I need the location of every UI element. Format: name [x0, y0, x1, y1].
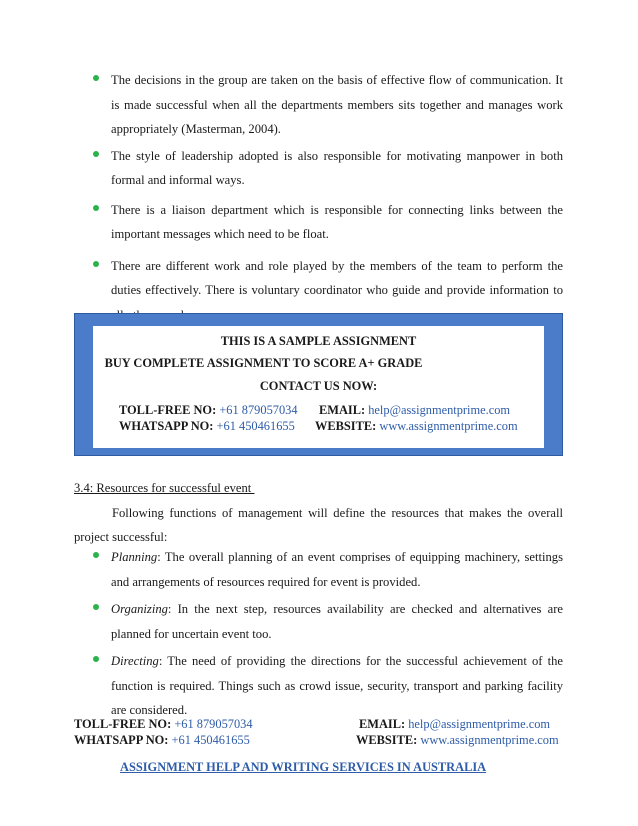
sample-contact-row-2 [119, 419, 295, 434]
bullet-text: There is a liaison department which is responsible for connecting links between the important messages which need to be float. [111, 202, 563, 241]
footer-email-label: EMAIL: [359, 717, 406, 731]
bullet-list-resources [0, 545, 638, 723]
sample-assignment-box [74, 313, 563, 456]
footer-tollfree-link[interactable]: +61 879057034 [174, 717, 253, 731]
website-label: WEBSITE: [315, 419, 377, 433]
list-item [0, 597, 638, 646]
bullet-icon [93, 75, 99, 81]
email-label: EMAIL: [319, 403, 366, 417]
list-item [0, 68, 638, 142]
bullet-text [111, 545, 563, 594]
footer-email-link[interactable]: help@assignmentprime.com [408, 717, 551, 731]
bullet-list-top [0, 68, 638, 327]
term-planning: Planning [111, 550, 158, 564]
tollfree-number-link[interactable]: +61 879057034 [219, 403, 298, 417]
term-directing-text: : The need of providing the directions for the successful achievement of the function is required. Things such as crowd issue, security, transport and parking facility are considered. [111, 654, 563, 717]
footer-whatsapp [74, 733, 250, 748]
footer-tollfree [74, 717, 253, 732]
sample-website-row [315, 419, 518, 434]
term-directing: Directing [111, 654, 159, 668]
bullet-icon [93, 261, 99, 267]
whatsapp-number-link[interactable]: +61 450461655 [216, 419, 295, 433]
sample-subtitle: BUY COMPLETE ASSIGNMENT TO SCORE A+ GRADE [104, 356, 423, 370]
bullet-icon [93, 604, 99, 610]
bullet-text: The decisions in the group are taken on the basis of effective flow of communication. It is made successful when all the departments members sits together and manages work appropriately (Masterman, 2004). [111, 73, 563, 136]
bullet-icon [93, 151, 99, 157]
footer-website-link[interactable]: www.assignmentprime.com [420, 733, 559, 747]
section-heading: 3.4: Resources for successful event [74, 481, 255, 495]
sample-title: THIS IS A SAMPLE ASSIGNMENT [220, 334, 417, 348]
list-item [0, 649, 638, 723]
footer-whatsapp-link[interactable]: +61 450461655 [171, 733, 250, 747]
term-planning-text: : The overall planning of an event comprises of equipping machinery, settings and arrangements of resources required for event is provided. [111, 550, 563, 589]
bullet-text [111, 649, 563, 723]
bullet-icon [93, 656, 99, 662]
tollfree-label: TOLL-FREE NO: [119, 403, 217, 417]
footer-email [359, 717, 550, 732]
term-organizing-text: : In the next step, resources availability are checked and alternatives are planned for uncertain event too. [111, 602, 563, 641]
whatsapp-label: WHATSAPP NO: [119, 419, 214, 433]
footer-website [356, 733, 559, 748]
bullet-text: There are different work and role played by the members of the team to perform the duties effectively. There is voluntary coordinator who guide and provide information to [111, 258, 563, 297]
website-link[interactable]: www.assignmentprime.com [379, 419, 518, 433]
footer-banner[interactable]: ASSIGNMENT HELP AND WRITING SERVICES IN AUSTRALIA [120, 760, 487, 774]
bullet-icon [93, 205, 99, 211]
list-item [0, 144, 638, 193]
footer-whatsapp-label: WHATSAPP NO: [74, 733, 169, 747]
sample-contact-heading: CONTACT US NOW: [259, 379, 378, 393]
sample-email-row [319, 403, 510, 418]
term-organizing: Organizing [111, 602, 168, 616]
bullet-icon [93, 552, 99, 558]
sample-assignment-inner [93, 326, 544, 448]
email-link[interactable]: help@assignmentprime.com [368, 403, 511, 417]
list-item [0, 198, 638, 247]
bullet-text: The style of leadership adopted is also responsible for motivating manpower in both formal and informal ways. [111, 148, 563, 187]
footer-website-label: WEBSITE: [356, 733, 418, 747]
list-item [0, 545, 638, 594]
footer-tollfree-label: TOLL-FREE NO: [74, 717, 172, 731]
bullet-text [111, 597, 563, 646]
section-intro: Following functions of management will define the resources that makes the overall project successful: [74, 506, 563, 544]
sample-contact-row-1 [119, 403, 298, 418]
